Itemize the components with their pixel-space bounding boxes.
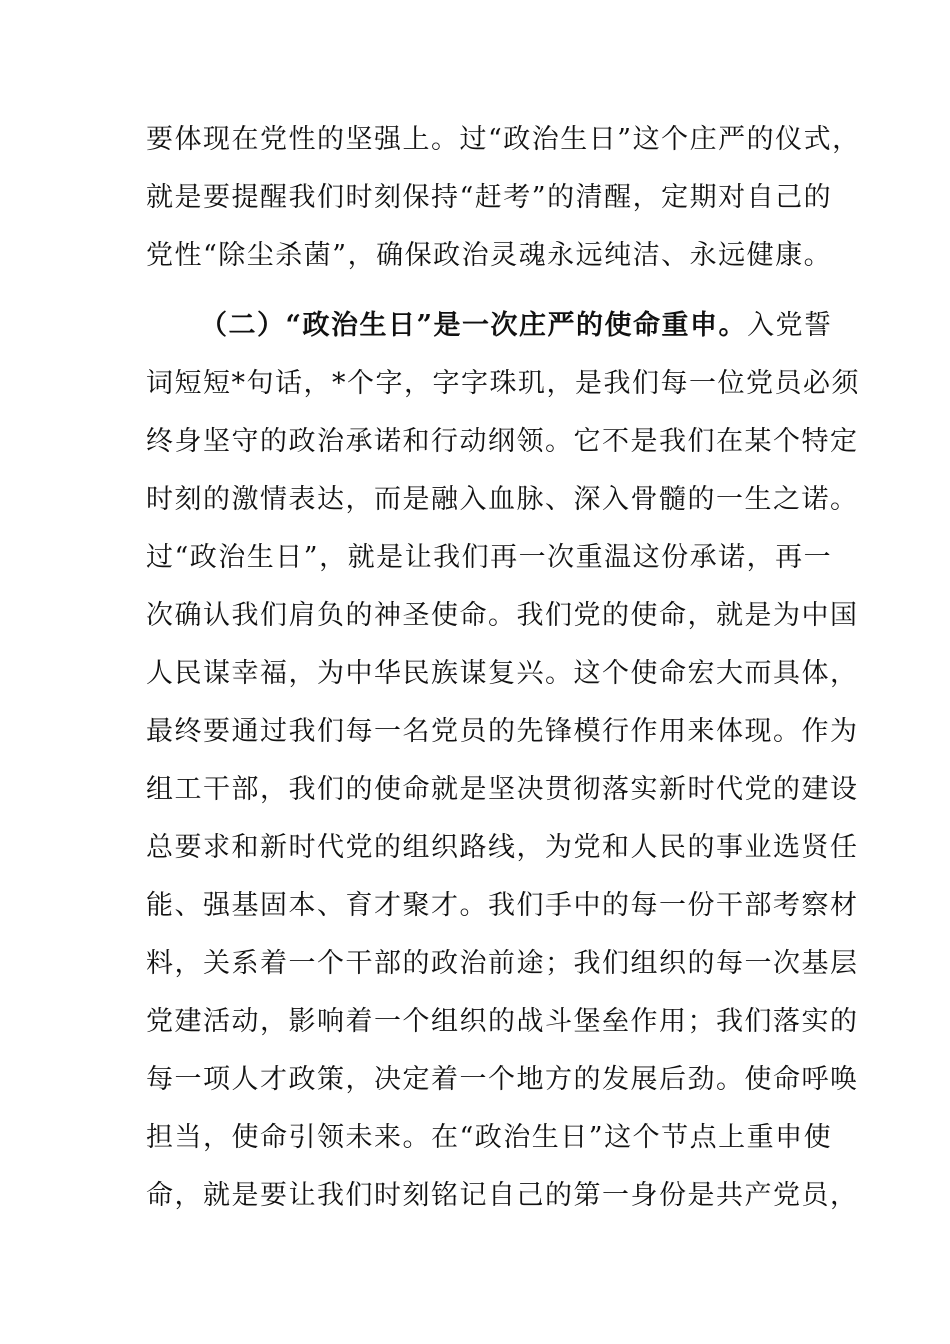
paragraph-2-line-4: 过“政治生日”，就是让我们再一次重温这份承诺，再一: [146, 542, 833, 573]
paragraph-2-line-13: 每一项人才政策，决定着一个地方的发展后劲。使命呼唤: [146, 1064, 859, 1095]
paragraph-2-line-7: 最终要通过我们每一名党员的先锋模行作用来体现。作为: [146, 716, 859, 747]
paragraph-2-line-15: 命，就是要让我们时刻铭记自己的第一身份是共产党员，: [146, 1180, 859, 1211]
paragraph-1-line-3: 党性“除尘杀菌”，确保政治灵魂永远纯洁、永远健康。: [146, 240, 833, 271]
paragraph-2-line-11: 料，关系着一个干部的政治前途；我们组织的每一次基层: [146, 948, 859, 979]
paragraph-2-line-1: 词短短*句话，*个字，字字珠玑，是我们每一位党员必须: [146, 368, 860, 399]
section-heading-continuation: 入党誓: [747, 310, 833, 341]
paragraph-1-line-1: 要体现在党性的坚强上。过“政治生日”这个庄严的仪式，: [146, 124, 861, 155]
paragraph-2-line-9: 总要求和新时代党的组织路线，为党和人民的事业选贤任: [146, 832, 859, 863]
paragraph-2-line-8: 组工干部，我们的使命就是坚决贯彻落实新时代党的建设: [146, 774, 859, 805]
paragraph-2-first-line: [200, 306, 833, 346]
paragraph-2-line-14: 担当，使命引领未来。在“政治生日”这个节点上重申使: [146, 1122, 833, 1153]
paragraph-2-line-5: 次确认我们肩负的神圣使命。我们党的使命，就是为中国: [146, 600, 859, 631]
paragraph-1-line-2: 就是要提醒我们时刻保持“赶考”的清醒，定期对自己的: [146, 182, 833, 213]
paragraph-2-line-12: 党建活动，影响着一个组织的战斗堡垒作用；我们落实的: [146, 1006, 859, 1037]
paragraph-2-line-2: 终身坚守的政治承诺和行动纲领。它不是我们在某个特定: [146, 426, 859, 457]
paragraph-2-line-3: 时刻的激情表达，而是融入血脉、深入骨髓的一生之诺。: [146, 484, 859, 515]
paragraph-2-line-6: 人民谋幸福，为中华民族谋复兴。这个使命宏大而具体，: [146, 658, 859, 689]
section-heading: （二）“政治生日”是一次庄严的使命重申。: [200, 310, 748, 341]
paragraph-2-line-10: 能、强基固本、育才聚才。我们手中的每一份干部考察材: [146, 890, 859, 921]
